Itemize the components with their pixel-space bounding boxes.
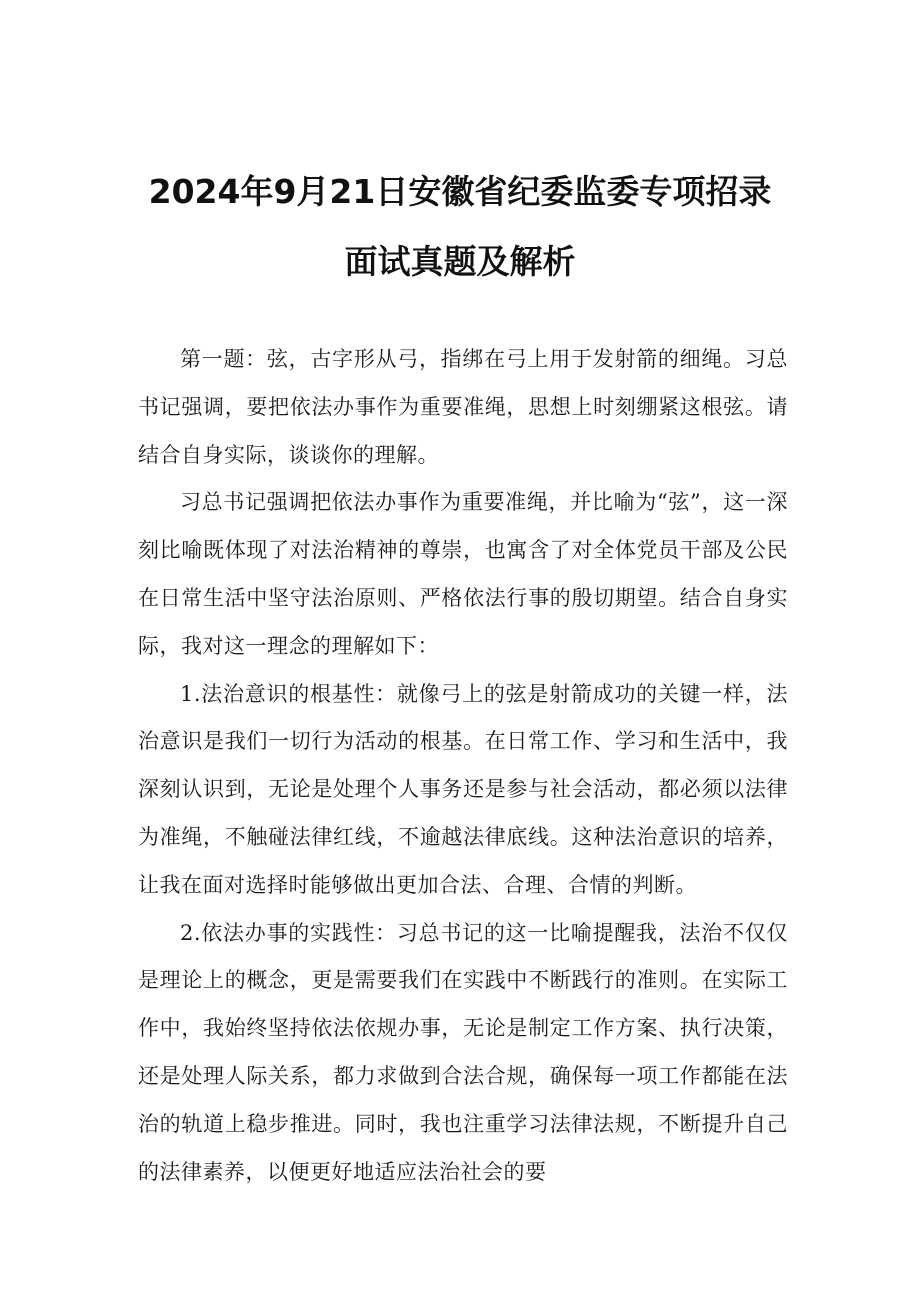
- document-title-line-1: 2024年9月21日安徽省纪委监委专项招录: [148, 172, 772, 211]
- document-body: [138, 336, 788, 1196]
- document-title-line-2: 面试真题及解析: [344, 242, 576, 281]
- question-paragraph: 第一题：弦，古字形从弓，指绑在弓上用于发射箭的细绳。习总书记强调，要把依法办事作为重要准绳，思想上时刻绷紧这根弦。请结合自身实际，谈谈你的理解。: [138, 347, 788, 467]
- answer-intro-paragraph: 习总书记强调把依法办事作为重要准绳，并比喻为“弦”，这一深刻比喻既体现了对法治精神的尊崇，也寓含了对全体党员干部及公民在日常生活中坚守法治原则、严格依法行事的殷切期望。结合自身实际，我对这一理念的理解如下：: [138, 490, 788, 658]
- answer-point-1-paragraph: 1.法治意识的根基性：就像弓上的弦是射箭成功的关键一样，法治意识是我们一切行为活动的根基。在日常工作、学习和生活中，我深刻认识到，无论是处理个人事务还是参与社会活动，都必须以法律为准绳，不触碰法律红线，不逾越法律底线。这种法治意识的培养，让我在面对选择时能够做出更加合法、合理、合情的判断。: [138, 681, 788, 897]
- answer-point-2-paragraph: 2.依法办事的实践性：习总书记的这一比喻提醒我，法治不仅仅是理论上的概念，更是需要我们在实践中不断践行的准则。在实际工作中，我始终坚持依法依规办事，无论是制定工作方案、执行决策，还是处理人际关系，都力求做到合法合规，确保每一项工作都能在法治的轨道上稳步推进。同时，我也注重学习法律法规，不断提升自己的法律素养，以便更好地适应法治社会的要: [138, 920, 788, 1184]
